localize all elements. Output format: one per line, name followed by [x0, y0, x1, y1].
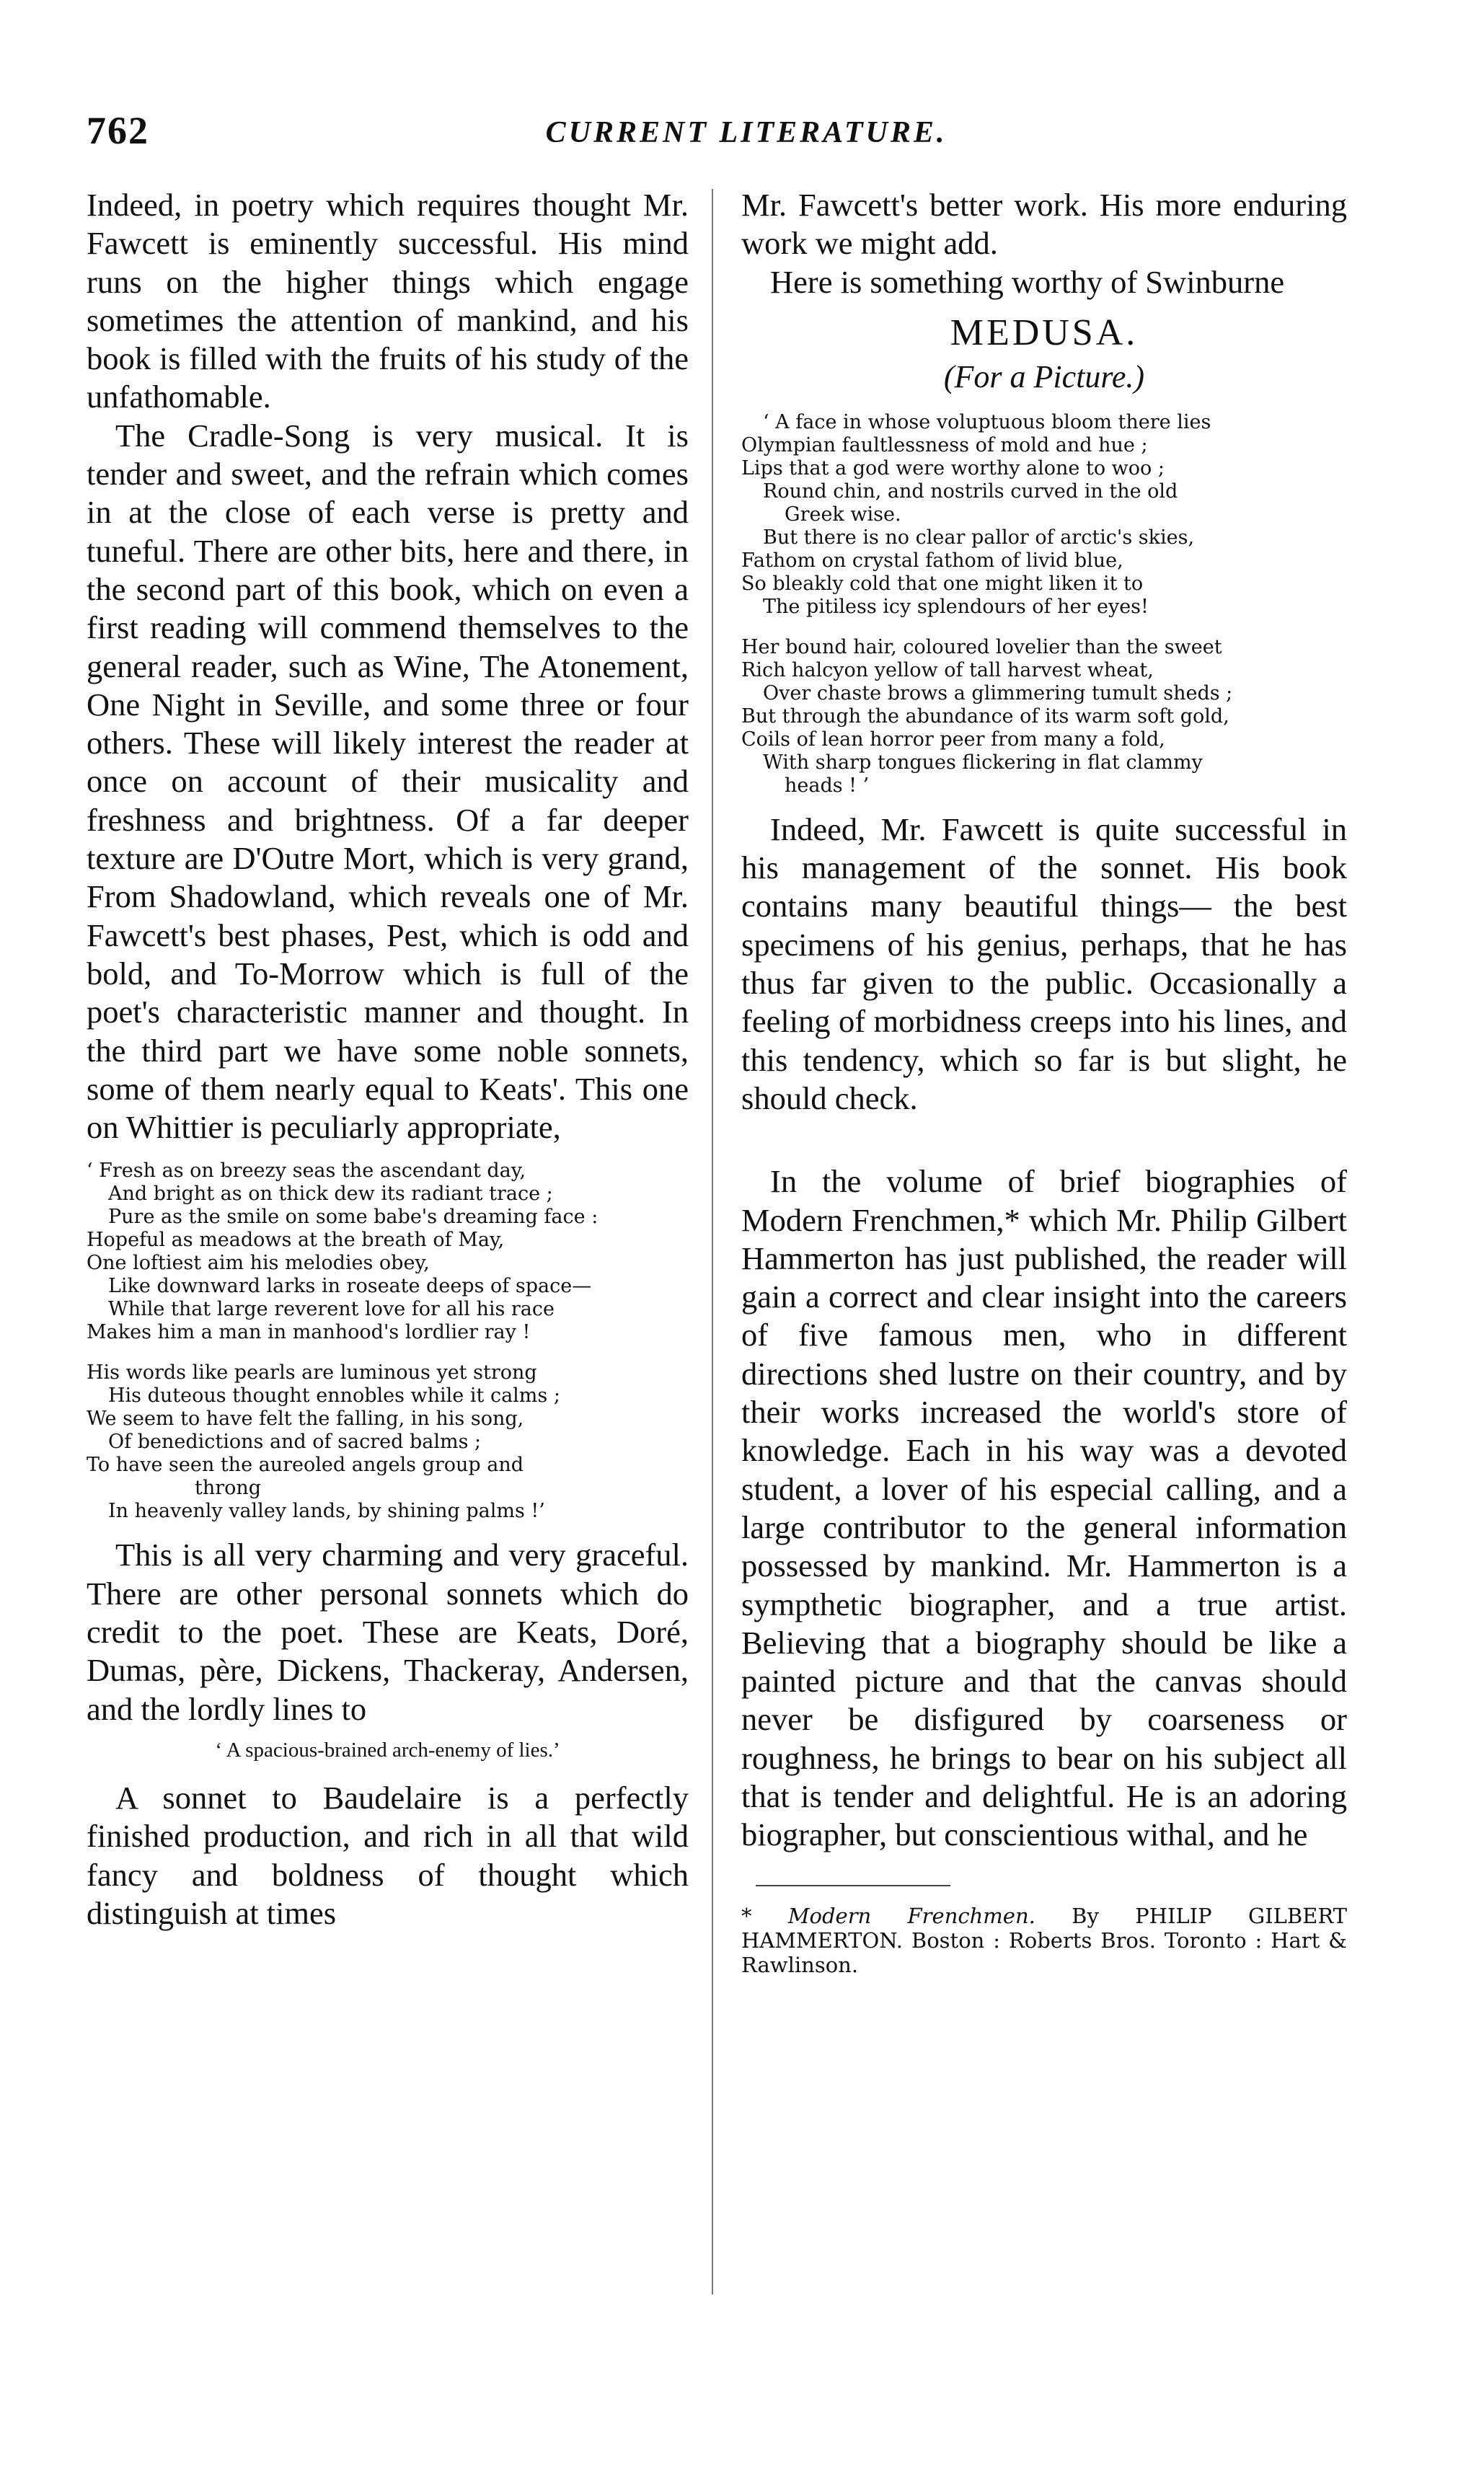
poem-title: MEDUSA.	[950, 312, 1139, 353]
poem-line: The pitiless icy splendours of her eyes!	[763, 595, 1149, 618]
poem-line: While that large reverent love for all his race	[108, 1298, 555, 1321]
paragraph: In the volume of brief biographies of Modern Frenchmen,* which Mr. Philip Gilbert Hammerton has just published, the reader will gain a correct and clear insight into the careers of five famous men, who in different directions shed lustre on their country, and by their works increased the world's store of knowledge. Each in his way was a devoted student, a lover of his especial calling, and a large contributor to the general information possessed by mankind. Mr. Hammerton is a sympthetic biographer, and a true artist. Believing that a biography should be like a painted picture and that the canvas should never be disfigured by coarseness or roughness, he brings to bear on his subject all that is tender and delightful. He is an adoring biographer, but conscientious withal, and he	[741, 1163, 1347, 1853]
poem-line: His duteous thought ennobles while it calms ;	[108, 1384, 560, 1408]
poem-line: Over chaste brows a glimmering tumult sheds ;	[763, 681, 1233, 705]
poem-line: ‘ Fresh as on breezy seas the ascendant day,	[87, 1160, 526, 1183]
poem-line: Makes him a man in manhood's lordlier ray !	[87, 1321, 531, 1344]
page-number: 762	[87, 109, 149, 152]
sonnet-whittier	[87, 1160, 689, 1523]
poem-line: Rich halcyon yellow of tall harvest wheat,	[741, 658, 1154, 681]
poem-line: Coils of lean horror peer from many a fold,	[741, 728, 1165, 751]
poem-line: We seem to have felt the falling, in his song,	[87, 1408, 524, 1431]
poem-line: Greek wise.	[785, 503, 901, 526]
column-divider	[712, 189, 713, 2294]
page-header	[87, 108, 1406, 166]
paragraph: Indeed, Mr. Fawcett is quite successful in his management of the sonnet. His book contains many beautiful things— the best specimens of his genius, perhaps, that he has thus far given to the public. Occasionally a feeling of morbidness creeps into his lines, and this tendency, which so far is but slight, he should check.	[741, 811, 1347, 1116]
poem-line: Fathom on crystal fathom of livid blue,	[741, 549, 1123, 572]
paragraph: Here is something worthy of Swinburne	[770, 263, 1285, 300]
poem-line: heads ! ’	[785, 774, 870, 797]
footnote-rule	[756, 1885, 950, 1886]
poem-line: So bleakly cold that one might liken it to	[741, 572, 1144, 595]
poem-line: Olympian faultlessness of mold and hue ;	[741, 433, 1148, 456]
footnote-title: Modern Frenchmen.	[787, 1903, 1035, 1928]
sonnet-medusa	[741, 411, 1347, 798]
paragraph: The Cradle-Song is very musical. It is tender and sweet, and the refrain which comes in at the close of each verse is pretty and tuneful. There are other bits, here and there, in the second part of this book, which on even a first reading will commend themselves to the general reader, such as Wine, The Atonement, One Night in Seville, and some three or four others. These will likely interest the reader at once on account of their musicality and freshness and brightness. Of a far deeper texture are D'Outre Mort, which is very grand, From Shadowland, which reveals one of Mr. Fawcett's best phases, Pest, which is odd and bold, and To-Morrow which is full of the poet's characteristic manner and thought. In the third part we have some noble sonnets, some of them nearly equal to Keats'. This one on Whittier is peculiarly appropriate,	[87, 417, 689, 1146]
poem-line: Of benedictions and of sacred balms ;	[108, 1431, 482, 1454]
quoted-line: ‘ A spacious-brained arch-enemy of lies.’	[215, 1738, 560, 1762]
poem-line: And bright as on thick dew its radiant trace ;	[108, 1183, 553, 1206]
left-column	[87, 186, 689, 1933]
paragraph: Indeed, in poetry which requires thought Mr. Fawcett is eminently successful. His mind runs on the higher things which engage sometimes the attention of mankind, and his book is filled with the fruits of his study of the unfathomable.	[87, 187, 689, 415]
right-column	[741, 186, 1347, 1977]
poem-line: To have seen the aureoled angels group and	[87, 1454, 524, 1477]
poem-line: His words like pearls are luminous yet strong	[87, 1361, 537, 1384]
poem-line: But there is no clear pallor of arctic's skies,	[763, 526, 1195, 549]
poem-line: throng	[195, 1477, 262, 1500]
running-title: CURRENT LITERATURE.	[545, 116, 948, 149]
poem-line: One loftiest aim his melodies obey,	[87, 1252, 430, 1275]
poem-line: Her bound hair, coloured lovelier than the sweet	[741, 635, 1222, 658]
paragraph: A sonnet to Baudelaire is a perfectly finished production, and rich in all that wild fancy and boldness of thought which distinguish at times	[87, 1779, 689, 1931]
poem-line: With sharp tongues flickering in flat clammy	[763, 751, 1203, 774]
footnote-marker: *	[741, 1903, 752, 1928]
paragraph: Mr. Fawcett's better work. His more enduring work we might add.	[741, 187, 1347, 262]
poem-line: Hopeful as meadows at the breath of May,	[87, 1229, 505, 1252]
poem-line: Round chin, and nostrils curved in the old	[763, 480, 1178, 503]
poem-subtitle: (For a Picture.)	[943, 358, 1145, 394]
poem-line: In heavenly valley lands, by shining palms !’	[108, 1500, 545, 1523]
poem-line: Lips that a god were worthy alone to woo ;	[741, 456, 1165, 480]
poem-line: Pure as the smile on some babe's dreaming face :	[108, 1206, 599, 1229]
poem-line: Like downward larks in roseate deeps of space—	[108, 1275, 592, 1298]
footnote	[741, 1904, 1347, 1977]
poem-line: But through the abundance of its warm soft gold,	[741, 705, 1229, 728]
footnote-text: By PHILIP GILBERT HAMMERTON. Boston : Roberts Bros. Toronto : Hart & Rawlinson.	[741, 1903, 1347, 1977]
poem-line: ‘ A face in whose voluptuous bloom there lies	[763, 410, 1211, 433]
paragraph: This is all very charming and very graceful. There are other personal sonnets which do credit to the poet. These are Keats, Doré, Dumas, père, Dickens, Thackeray, Andersen, and the lordly lines to	[87, 1537, 689, 1727]
